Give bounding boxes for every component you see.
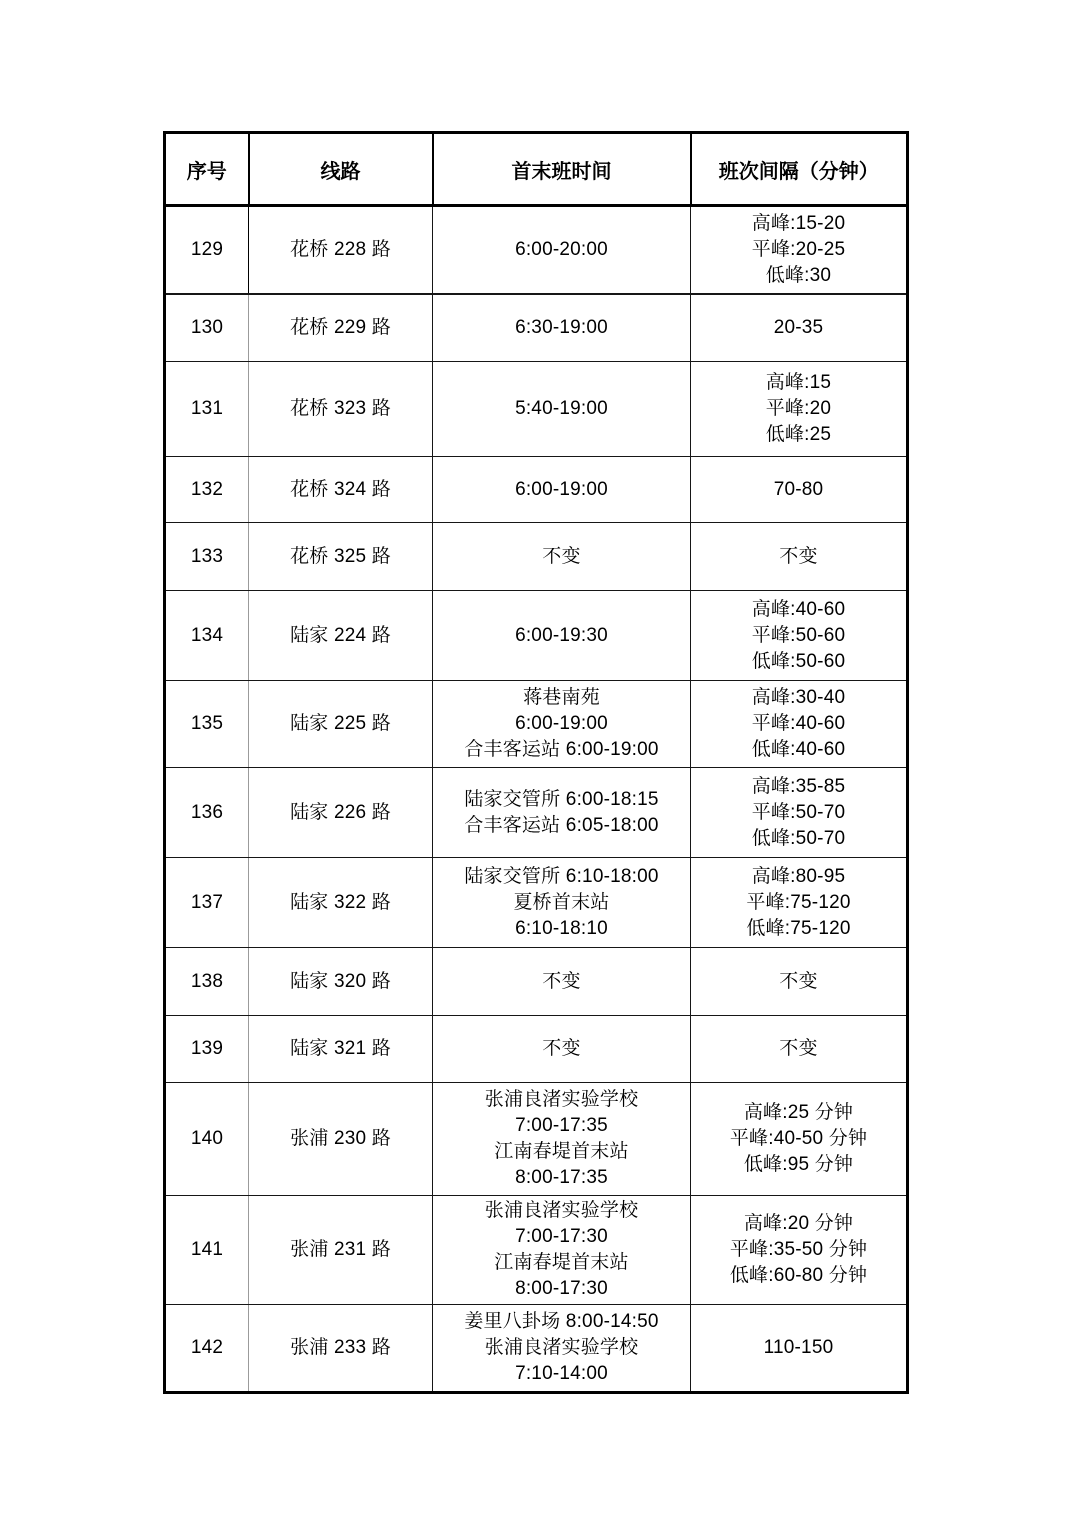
cell-route-name: 陆家 322 路 bbox=[249, 858, 433, 948]
cell-service-hours bbox=[433, 768, 691, 858]
service-hours-line: 张浦良渚实验学校 bbox=[484, 1337, 639, 1358]
cell-headway bbox=[691, 523, 908, 591]
cell-headway bbox=[691, 457, 908, 523]
headway-line: 110-150 bbox=[763, 1337, 834, 1358]
cell-headway bbox=[691, 294, 908, 362]
table-row bbox=[165, 591, 908, 681]
service-hours-line: 6:00-19:00 bbox=[515, 713, 608, 734]
cell-service-hours bbox=[433, 1196, 691, 1305]
service-hours-line: 6:30-19:00 bbox=[515, 316, 608, 338]
table-row bbox=[165, 294, 908, 362]
cell-headway bbox=[691, 1305, 908, 1393]
table-row bbox=[165, 768, 908, 858]
headway-line: 高峰:35-85 bbox=[751, 775, 846, 797]
table-row bbox=[165, 1083, 908, 1196]
cell-route-number: 135 bbox=[165, 681, 249, 768]
cell-service-hours bbox=[433, 523, 691, 591]
service-hours-line: 姜里八卦场 8:00-14:50 bbox=[464, 1311, 659, 1332]
cell-route-name: 张浦 231 路 bbox=[249, 1196, 433, 1305]
cell-service-hours bbox=[433, 1016, 691, 1083]
service-hours-line: 张浦良渚实验学校 bbox=[484, 1200, 639, 1221]
cell-headway bbox=[691, 206, 908, 294]
cell-route-name: 陆家 225 路 bbox=[249, 681, 433, 768]
service-hours-line: 6:00-19:30 bbox=[515, 624, 608, 646]
table-row bbox=[165, 948, 908, 1016]
cell-route-name: 花桥 228 路 bbox=[249, 206, 433, 294]
cell-headway bbox=[691, 681, 908, 768]
headway-line: 高峰:15 bbox=[765, 372, 832, 393]
headway-line: 低峰:95 分钟 bbox=[743, 1154, 854, 1175]
service-hours-line: 合丰客运站 6:00-19:00 bbox=[464, 739, 659, 760]
cell-route-number: 132 bbox=[165, 457, 249, 523]
table-row bbox=[165, 1196, 908, 1305]
cell-route-number: 138 bbox=[165, 948, 249, 1016]
headway-line: 平峰:75-120 bbox=[746, 891, 851, 913]
column-header: 班次间隔（分钟） bbox=[691, 133, 908, 206]
service-hours-line: 夏桥首末站 bbox=[513, 891, 610, 913]
headway-line: 平峰:40-50 分钟 bbox=[729, 1128, 868, 1149]
cell-route-number: 134 bbox=[165, 591, 249, 681]
table-row bbox=[165, 362, 908, 457]
service-hours-line: 6:00-19:00 bbox=[515, 478, 608, 500]
table-row bbox=[165, 681, 908, 768]
table-row bbox=[165, 523, 908, 591]
cell-headway bbox=[691, 1083, 908, 1196]
cell-service-hours bbox=[433, 362, 691, 457]
service-hours-line: 6:00-20:00 bbox=[515, 238, 608, 260]
headway-line: 不变 bbox=[779, 970, 818, 992]
headway-line: 平峰:50-60 bbox=[751, 624, 846, 646]
service-hours-line: 陆家交管所 6:00-18:15 bbox=[464, 788, 659, 810]
table-body bbox=[165, 206, 908, 1393]
cell-route-number: 130 bbox=[165, 294, 249, 362]
headway-line: 高峰:30-40 bbox=[751, 687, 846, 708]
service-hours-line: 合丰客运站 6:05-18:00 bbox=[464, 814, 659, 836]
cell-route-number: 133 bbox=[165, 523, 249, 591]
cell-headway bbox=[691, 1196, 908, 1305]
headway-line: 低峰:40-60 bbox=[751, 739, 846, 760]
cell-route-name: 花桥 325 路 bbox=[249, 523, 433, 591]
table-row bbox=[165, 1305, 908, 1393]
headway-line: 高峰:80-95 bbox=[751, 865, 846, 887]
service-hours-line: 不变 bbox=[542, 970, 581, 992]
column-header: 序号 bbox=[165, 133, 249, 206]
cell-headway bbox=[691, 362, 908, 457]
cell-service-hours bbox=[433, 591, 691, 681]
service-hours-line: 陆家交管所 6:10-18:00 bbox=[464, 865, 659, 887]
headway-line: 低峰:50-60 bbox=[751, 650, 846, 672]
service-hours-line: 6:10-18:10 bbox=[515, 917, 608, 939]
table-row bbox=[165, 1016, 908, 1083]
headway-line: 高峰:15-20 bbox=[751, 212, 846, 234]
headway-line: 不变 bbox=[779, 1038, 818, 1059]
headway-line: 不变 bbox=[779, 545, 818, 567]
service-hours-line: 7:00-17:35 bbox=[515, 1115, 608, 1136]
cell-service-hours bbox=[433, 681, 691, 768]
bus-schedule-table bbox=[163, 131, 909, 1394]
headway-line: 平峰:50-70 bbox=[751, 801, 846, 823]
cell-headway bbox=[691, 858, 908, 948]
cell-route-name: 陆家 321 路 bbox=[249, 1016, 433, 1083]
cell-route-name: 花桥 229 路 bbox=[249, 294, 433, 362]
service-hours-line: 江南春堤首末站 bbox=[494, 1141, 629, 1162]
cell-service-hours bbox=[433, 457, 691, 523]
headway-line: 平峰:35-50 分钟 bbox=[729, 1239, 868, 1260]
cell-route-number: 136 bbox=[165, 768, 249, 858]
cell-headway bbox=[691, 1016, 908, 1083]
cell-route-name: 花桥 324 路 bbox=[249, 457, 433, 523]
cell-route-name: 张浦 233 路 bbox=[249, 1305, 433, 1393]
cell-route-number: 141 bbox=[165, 1196, 249, 1305]
header-row bbox=[165, 133, 908, 206]
column-header: 首末班时间 bbox=[433, 133, 691, 206]
headway-line: 高峰:20 分钟 bbox=[743, 1213, 854, 1234]
table-row bbox=[165, 457, 908, 523]
headway-line: 高峰:25 分钟 bbox=[743, 1102, 854, 1123]
table-row bbox=[165, 858, 908, 948]
service-hours-line: 蒋巷南苑 bbox=[523, 687, 600, 708]
service-hours-line: 江南春堤首末站 bbox=[494, 1252, 629, 1273]
headway-line: 低峰:60-80 分钟 bbox=[729, 1265, 868, 1286]
service-hours-line: 7:00-17:30 bbox=[515, 1226, 608, 1247]
cell-route-number: 129 bbox=[165, 206, 249, 294]
cell-headway bbox=[691, 948, 908, 1016]
cell-route-number: 131 bbox=[165, 362, 249, 457]
cell-service-hours bbox=[433, 948, 691, 1016]
headway-line: 低峰:30 bbox=[765, 264, 832, 286]
headway-line: 20-35 bbox=[773, 316, 824, 338]
cell-route-number: 140 bbox=[165, 1083, 249, 1196]
cell-service-hours bbox=[433, 858, 691, 948]
headway-line: 高峰:40-60 bbox=[751, 598, 846, 620]
cell-service-hours bbox=[433, 1083, 691, 1196]
service-hours-line: 不变 bbox=[542, 1038, 581, 1059]
service-hours-line: 5:40-19:00 bbox=[515, 398, 608, 419]
headway-line: 低峰:50-70 bbox=[751, 827, 846, 849]
cell-headway bbox=[691, 591, 908, 681]
headway-line: 平峰:40-60 bbox=[751, 713, 846, 734]
column-header: 线路 bbox=[249, 133, 433, 206]
cell-headway bbox=[691, 768, 908, 858]
table-row bbox=[165, 206, 908, 294]
cell-route-name: 陆家 224 路 bbox=[249, 591, 433, 681]
headway-line: 平峰:20 bbox=[765, 398, 832, 419]
cell-route-name: 张浦 230 路 bbox=[249, 1083, 433, 1196]
table-header bbox=[165, 133, 908, 206]
service-hours-line: 不变 bbox=[542, 545, 581, 567]
cell-route-number: 139 bbox=[165, 1016, 249, 1083]
cell-route-number: 137 bbox=[165, 858, 249, 948]
cell-route-name: 花桥 323 路 bbox=[249, 362, 433, 457]
headway-line: 低峰:75-120 bbox=[746, 917, 851, 939]
headway-line: 低峰:25 bbox=[765, 424, 832, 445]
cell-service-hours bbox=[433, 206, 691, 294]
service-hours-line: 8:00-17:35 bbox=[515, 1167, 608, 1188]
cell-route-name: 陆家 320 路 bbox=[249, 948, 433, 1016]
cell-service-hours bbox=[433, 1305, 691, 1393]
service-hours-line: 张浦良渚实验学校 bbox=[484, 1089, 639, 1110]
headway-line: 70-80 bbox=[773, 478, 824, 500]
headway-line: 平峰:20-25 bbox=[751, 238, 846, 260]
service-hours-line: 7:10-14:00 bbox=[515, 1363, 608, 1384]
cell-route-name: 陆家 226 路 bbox=[249, 768, 433, 858]
service-hours-line: 8:00-17:30 bbox=[515, 1278, 608, 1299]
cell-service-hours bbox=[433, 294, 691, 362]
cell-route-number: 142 bbox=[165, 1305, 249, 1393]
